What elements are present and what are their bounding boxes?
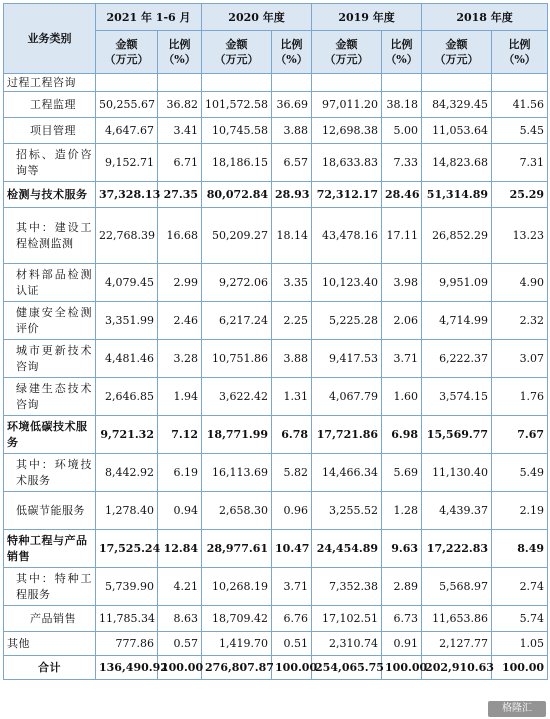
ratio-cell: 3.88: [272, 340, 312, 378]
ratio-cell: 6.19: [158, 454, 202, 492]
amount-cell: [422, 74, 492, 92]
period-header: 2021 年 1-6 月: [96, 4, 202, 31]
ratio-cell: 1.76: [492, 378, 548, 416]
ratio-cell: 36.69: [272, 92, 312, 118]
business-revenue-table: [3, 3, 548, 680]
ratio-cell: 100.00: [492, 656, 548, 680]
category-header: 业务类别: [4, 4, 96, 74]
amount-cell: 2,658.30: [202, 492, 272, 530]
table-row: [4, 416, 548, 454]
amount-cell: 3,255.52: [312, 492, 382, 530]
ratio-cell: 27.35: [158, 182, 202, 208]
ratio-cell: 3.28: [158, 340, 202, 378]
ratio-cell: 1.05: [492, 632, 548, 656]
amount-cell: 3,622.42: [202, 378, 272, 416]
table-row: [4, 606, 548, 632]
amount-cell: [96, 74, 158, 92]
ratio-cell: 2.89: [382, 568, 422, 606]
ratio-cell: 0.57: [158, 632, 202, 656]
amount-cell: 9,951.09: [422, 264, 492, 302]
table-row: [4, 632, 548, 656]
amount-cell: 5,225.28: [312, 302, 382, 340]
ratio-cell: 1.94: [158, 378, 202, 416]
amount-cell: 18,709.42: [202, 606, 272, 632]
ratio-cell: 2.74: [492, 568, 548, 606]
amount-cell: 15,569.77: [422, 416, 492, 454]
table-row: [4, 208, 548, 264]
ratio-cell: 7.31: [492, 144, 548, 182]
ratio-cell: [158, 74, 202, 92]
table-row: [4, 378, 548, 416]
row-label: 其他: [4, 632, 96, 656]
ratio-cell: 3.71: [382, 340, 422, 378]
watermark-logo: [488, 701, 546, 717]
ratio-cell: 4.90: [492, 264, 548, 302]
table-row: [4, 656, 548, 680]
amount-cell: 18,186.15: [202, 144, 272, 182]
row-label: 绿建生态技术咨询: [4, 378, 96, 416]
ratio-cell: 6.57: [272, 144, 312, 182]
amount-cell: 6,222.37: [422, 340, 492, 378]
row-label: 其中：建设工程检测监测: [4, 208, 96, 264]
ratio-cell: 7.12: [158, 416, 202, 454]
ratio-cell: [272, 74, 312, 92]
amount-cell: 50,209.27: [202, 208, 272, 264]
ratio-cell: 8.49: [492, 530, 548, 568]
row-label: 城市更新技术咨询: [4, 340, 96, 378]
table-row: [4, 74, 548, 92]
row-label: 项目管理: [4, 118, 96, 144]
ratio-cell: 100.00: [158, 656, 202, 680]
row-label: 其中：特种工程服务: [4, 568, 96, 606]
ratio-cell: [492, 74, 548, 92]
ratio-cell: 5.82: [272, 454, 312, 492]
ratio-cell: 18.14: [272, 208, 312, 264]
ratio-cell: 38.18: [382, 92, 422, 118]
amount-cell: 4,714.99: [422, 302, 492, 340]
ratio-cell: 2.99: [158, 264, 202, 302]
ratio-cell: 2.32: [492, 302, 548, 340]
table-header: [4, 4, 548, 74]
table-row: [4, 568, 548, 606]
ratio-cell: 1.60: [382, 378, 422, 416]
amount-cell: 51,314.89: [422, 182, 492, 208]
ratio-cell: 28.93: [272, 182, 312, 208]
row-label: 工程监理: [4, 92, 96, 118]
amount-cell: 4,481.46: [96, 340, 158, 378]
row-label: 过程工程咨询: [4, 74, 96, 92]
table-row: [4, 264, 548, 302]
amount-cell: 11,130.40: [422, 454, 492, 492]
amount-cell: 72,312.17: [312, 182, 382, 208]
ratio-cell: 7.33: [382, 144, 422, 182]
amount-cell: 10,751.86: [202, 340, 272, 378]
table-row: [4, 302, 548, 340]
ratio-cell: 6.98: [382, 416, 422, 454]
row-label: 其中：环境技术服务: [4, 454, 96, 492]
table-body: [4, 74, 548, 680]
amount-cell: 80,072.84: [202, 182, 272, 208]
amount-cell: 17,721.86: [312, 416, 382, 454]
amount-cell: 276,807.87: [202, 656, 272, 680]
ratio-cell: 2.25: [272, 302, 312, 340]
amount-cell: 12,698.38: [312, 118, 382, 144]
row-label: 低碳节能服务: [4, 492, 96, 530]
ratio-cell: 5.49: [492, 454, 548, 492]
amount-cell: 17,102.51: [312, 606, 382, 632]
ratio-cell: 0.91: [382, 632, 422, 656]
amount-cell: 97,011.20: [312, 92, 382, 118]
amount-header: 金额 （万元）: [202, 31, 272, 74]
ratio-cell: 5.45: [492, 118, 548, 144]
amount-cell: 9,272.06: [202, 264, 272, 302]
amount-cell: 2,127.77: [422, 632, 492, 656]
amount-cell: 24,454.89: [312, 530, 382, 568]
amount-cell: 18,633.83: [312, 144, 382, 182]
ratio-cell: 3.41: [158, 118, 202, 144]
amount-cell: 4,647.67: [96, 118, 158, 144]
amount-cell: 1,278.40: [96, 492, 158, 530]
amount-cell: 777.86: [96, 632, 158, 656]
ratio-cell: 100.00: [272, 656, 312, 680]
amount-cell: 2,310.74: [312, 632, 382, 656]
amount-cell: 2,646.85: [96, 378, 158, 416]
amount-cell: 3,574.15: [422, 378, 492, 416]
amount-cell: 9,152.71: [96, 144, 158, 182]
amount-cell: 26,852.29: [422, 208, 492, 264]
ratio-cell: 7.67: [492, 416, 548, 454]
amount-cell: 37,328.13: [96, 182, 158, 208]
period-header: 2018 年度: [422, 4, 548, 31]
ratio-cell: 6.73: [382, 606, 422, 632]
amount-cell: 11,653.86: [422, 606, 492, 632]
ratio-cell: 0.94: [158, 492, 202, 530]
amount-cell: 9,417.53: [312, 340, 382, 378]
amount-cell: 16,113.69: [202, 454, 272, 492]
ratio-cell: 3.71: [272, 568, 312, 606]
table-row: [4, 530, 548, 568]
period-header: 2019 年度: [312, 4, 422, 31]
amount-cell: 136,490.92: [96, 656, 158, 680]
ratio-cell: 0.96: [272, 492, 312, 530]
ratio-cell: 0.51: [272, 632, 312, 656]
ratio-header: 比例 （%）: [158, 31, 202, 74]
row-label: 环境低碳技术服务: [4, 416, 96, 454]
ratio-cell: 2.46: [158, 302, 202, 340]
amount-cell: 8,442.92: [96, 454, 158, 492]
amount-cell: 101,572.58: [202, 92, 272, 118]
amount-cell: 17,525.24: [96, 530, 158, 568]
row-label: 招标、造价咨询等: [4, 144, 96, 182]
ratio-cell: 6.71: [158, 144, 202, 182]
period-header: 2020 年度: [202, 4, 312, 31]
row-label: 合计: [4, 656, 96, 680]
ratio-cell: 16.68: [158, 208, 202, 264]
ratio-cell: 13.23: [492, 208, 548, 264]
row-label: 特种工程与产品销售: [4, 530, 96, 568]
amount-cell: 10,268.19: [202, 568, 272, 606]
ratio-cell: 10.47: [272, 530, 312, 568]
ratio-cell: 6.76: [272, 606, 312, 632]
amount-cell: 14,466.34: [312, 454, 382, 492]
row-label: 检测与技术服务: [4, 182, 96, 208]
amount-cell: 14,823.68: [422, 144, 492, 182]
amount-cell: 1,419.70: [202, 632, 272, 656]
amount-cell: 9,721.32: [96, 416, 158, 454]
amount-cell: [202, 74, 272, 92]
ratio-cell: [382, 74, 422, 92]
ratio-cell: 1.28: [382, 492, 422, 530]
amount-cell: 11,785.34: [96, 606, 158, 632]
amount-cell: 50,255.67: [96, 92, 158, 118]
ratio-header: 比例 （%）: [492, 31, 548, 74]
table-row: [4, 454, 548, 492]
ratio-cell: 100.00: [382, 656, 422, 680]
ratio-cell: 3.98: [382, 264, 422, 302]
amount-cell: 5,568.97: [422, 568, 492, 606]
amount-cell: [312, 74, 382, 92]
ratio-cell: 25.29: [492, 182, 548, 208]
ratio-cell: 41.56: [492, 92, 548, 118]
ratio-cell: 9.63: [382, 530, 422, 568]
amount-cell: 5,739.90: [96, 568, 158, 606]
ratio-cell: 17.11: [382, 208, 422, 264]
ratio-cell: 2.06: [382, 302, 422, 340]
amount-cell: 3,351.99: [96, 302, 158, 340]
watermark-text: 格隆汇: [502, 703, 532, 714]
ratio-cell: 5.69: [382, 454, 422, 492]
amount-cell: 11,053.64: [422, 118, 492, 144]
table-row: [4, 340, 548, 378]
amount-cell: 10,123.40: [312, 264, 382, 302]
ratio-cell: 3.07: [492, 340, 548, 378]
ratio-cell: 5.74: [492, 606, 548, 632]
amount-cell: 4,067.79: [312, 378, 382, 416]
amount-cell: 254,065.75: [312, 656, 382, 680]
ratio-cell: 3.35: [272, 264, 312, 302]
amount-cell: 17,222.83: [422, 530, 492, 568]
ratio-cell: 28.46: [382, 182, 422, 208]
ratio-cell: 8.63: [158, 606, 202, 632]
amount-cell: 7,352.38: [312, 568, 382, 606]
amount-header: 金额 （万元）: [422, 31, 492, 74]
ratio-cell: 2.19: [492, 492, 548, 530]
amount-header: 金额 （万元）: [96, 31, 158, 74]
amount-cell: 43,478.16: [312, 208, 382, 264]
table-row: [4, 118, 548, 144]
amount-cell: 84,329.45: [422, 92, 492, 118]
amount-cell: 22,768.39: [96, 208, 158, 264]
amount-cell: 28,977.61: [202, 530, 272, 568]
amount-cell: 4,079.45: [96, 264, 158, 302]
row-label: 材料部品检测认证: [4, 264, 96, 302]
ratio-cell: 1.31: [272, 378, 312, 416]
table-row: [4, 492, 548, 530]
ratio-cell: 3.88: [272, 118, 312, 144]
amount-header: 金额 （万元）: [312, 31, 382, 74]
table-row: [4, 92, 548, 118]
ratio-cell: 12.84: [158, 530, 202, 568]
amount-cell: 18,771.99: [202, 416, 272, 454]
amount-cell: 6,217.24: [202, 302, 272, 340]
ratio-cell: 4.21: [158, 568, 202, 606]
amount-cell: 4,439.37: [422, 492, 492, 530]
ratio-header: 比例 （%）: [382, 31, 422, 74]
row-label: 健康安全检测评价: [4, 302, 96, 340]
table-row: [4, 182, 548, 208]
amount-cell: 10,745.58: [202, 118, 272, 144]
ratio-cell: 36.82: [158, 92, 202, 118]
table-row: [4, 144, 548, 182]
ratio-header: 比例 （%）: [272, 31, 312, 74]
amount-cell: 202,910.63: [422, 656, 492, 680]
row-label: 产品销售: [4, 606, 96, 632]
ratio-cell: 5.00: [382, 118, 422, 144]
ratio-cell: 6.78: [272, 416, 312, 454]
